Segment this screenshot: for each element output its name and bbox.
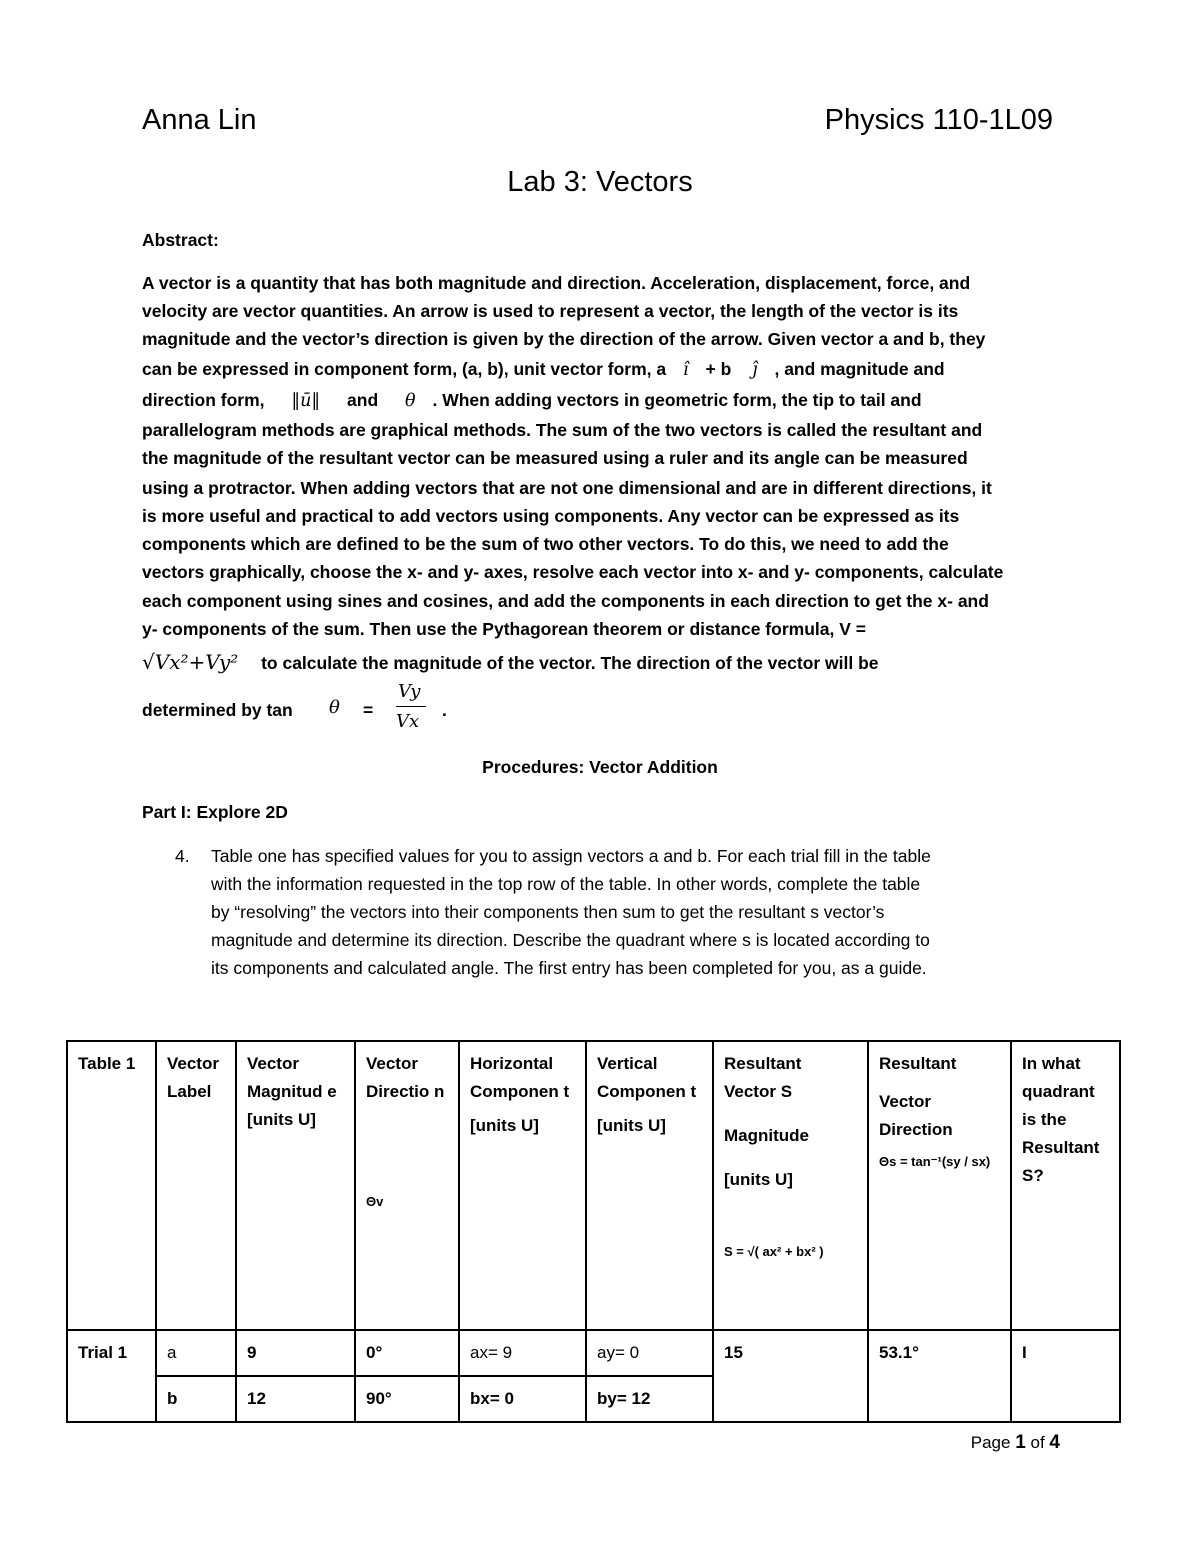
header-cell: In what quadrant is the Resultant S? xyxy=(1011,1041,1120,1330)
abstract-text: determined by tan xyxy=(142,700,293,720)
abstract-text: can be expressed in component form, (a, b), unit vector form, a xyxy=(142,359,667,379)
page-footer xyxy=(971,1432,1060,1454)
abstract-line: is more useful and practical to add vectors using components. Any vector can be expressed as its xyxy=(142,506,960,526)
abstract-text: and xyxy=(347,390,379,410)
header-cell: Vector Magnitud e [units U] xyxy=(236,1041,355,1330)
header-text: Vector Directio n xyxy=(366,1054,445,1101)
table-cell: 53.1° xyxy=(868,1330,1011,1422)
item-line: with the information requested in the top row of the table. In other words, complete the table xyxy=(211,874,921,894)
tan-numerator: Vy xyxy=(398,681,421,702)
header-text: Magnitude xyxy=(724,1126,809,1145)
item-line: its components and calculated angle. The first entry has been completed for you, as a guide. xyxy=(211,958,927,978)
header-text: Resultant xyxy=(879,1054,957,1073)
table-cell: ay= 0 xyxy=(586,1330,713,1376)
direction-formula: Θs = tan⁻¹(sy / sx) xyxy=(879,1154,991,1169)
units-label: [units U] xyxy=(724,1170,793,1189)
abstract-line: magnitude and the vector’s direction is given by the direction of the arrow. Given vector a and b, they xyxy=(142,329,986,349)
abstract-heading: Abstract: xyxy=(142,230,219,250)
item-line: magnitude and determine its direction. Describe the quadrant where s is located according to xyxy=(211,930,930,950)
abstract-line: vectors graphically, choose the x- and y- axes, resolve each vector into x- and y- components, calculate xyxy=(142,562,1004,582)
header-text: Vertical Componen t xyxy=(597,1054,697,1101)
procedures-heading: Procedures: Vector Addition xyxy=(482,757,718,777)
table-cell: 15 xyxy=(713,1330,868,1422)
theta-symbol: θ xyxy=(329,697,340,718)
theta-symbol: θ xyxy=(405,391,416,411)
abstract-line xyxy=(142,359,945,380)
abstract-line: each component using sines and cosines, and add the components in each direction to get the x- and xyxy=(142,591,989,611)
abstract-line: velocity are vector quantities. An arrow is used to represent a vector, the length of the vector is its xyxy=(142,301,959,321)
item-line: by “resolving” the vectors into their components then sum to get the resultant s vector’s xyxy=(211,902,885,922)
fraction-bar xyxy=(396,706,426,707)
item-line: Table one has specified values for you to assign vectors a and b. For each trial fill in the table xyxy=(211,846,931,866)
unit-i-symbol: î xyxy=(683,360,689,380)
course-code: Physics 110-1L09 xyxy=(824,104,1053,136)
abstract-text: to calculate the magnitude of the vector. The direction of the vector will be xyxy=(261,653,879,673)
item-number: 4. xyxy=(175,846,190,866)
header-cell xyxy=(459,1041,586,1330)
table-cell: 9 xyxy=(236,1330,355,1376)
abstract-text: . When adding vectors in geometric form, the tip to tail and xyxy=(432,390,922,410)
header-text: Horizontal Componen t xyxy=(470,1054,570,1101)
abstract-line: the magnitude of the resultant vector can be measured using a ruler and its angle can be measured xyxy=(142,448,968,468)
author-name: Anna Lin xyxy=(142,104,257,136)
theta-v-label: Θv xyxy=(366,1194,384,1209)
magnitude-symbol: ‖ū‖ xyxy=(291,391,321,411)
units-label: [units U] xyxy=(597,1116,666,1135)
period: . xyxy=(442,700,447,720)
part-heading: Part I: Explore 2D xyxy=(142,802,288,822)
tan-denominator: Vx xyxy=(396,711,420,732)
trial-cell: Trial 1 xyxy=(67,1330,156,1422)
table-cell: 0° xyxy=(355,1330,459,1376)
header-cell xyxy=(355,1041,459,1330)
page-number: 1 xyxy=(1015,1432,1026,1453)
table-cell: 90° xyxy=(355,1376,459,1422)
page-total: 4 xyxy=(1049,1432,1060,1453)
header-cell xyxy=(586,1041,713,1330)
unit-j-symbol: ĵ xyxy=(752,360,758,380)
abstract-line: components which are defined to be the sum of two other vectors. To do this, we need to add the xyxy=(142,534,949,554)
header-text: Vector Direction xyxy=(879,1092,953,1139)
table-cell: 12 xyxy=(236,1376,355,1422)
magnitude-formula: S = √( ax² + bx² ) xyxy=(724,1244,824,1259)
abstract-line xyxy=(142,650,879,674)
page-label: Page xyxy=(970,1433,1011,1452)
table-cell: bx= 0 xyxy=(459,1376,586,1422)
of-label: of xyxy=(1030,1433,1045,1452)
header-cell xyxy=(868,1041,1011,1330)
table-cell: I xyxy=(1011,1330,1120,1422)
sqrt-formula: √Vx²+Vy² xyxy=(142,650,239,674)
page-title: Lab 3: Vectors xyxy=(507,166,693,198)
abstract-line: parallelogram methods are graphical methods. The sum of the two vectors is called the resultant and xyxy=(142,420,983,440)
abstract-line xyxy=(142,390,922,411)
equals-sign: = xyxy=(363,700,374,720)
table-cell: by= 12 xyxy=(586,1376,713,1422)
header-text: Resultant Vector S xyxy=(724,1054,802,1101)
abstract-line: using a protractor. When adding vectors that are not one dimensional and are in different directions, it xyxy=(142,478,992,498)
abstract-line: A vector is a quantity that has both magnitude and direction. Acceleration, displacement, force, and xyxy=(142,273,971,293)
abstract-text: + b xyxy=(705,359,732,379)
table-header-row xyxy=(67,1041,1120,1330)
header-cell: Vector Label xyxy=(156,1041,236,1330)
abstract-line xyxy=(142,700,293,721)
table-cell: a xyxy=(156,1330,236,1376)
header-cell: Table 1 xyxy=(67,1041,156,1330)
abstract-line: y- components of the sum. Then use the Pythagorean theorem or distance formula, V = xyxy=(142,619,866,639)
table-cell: ax= 9 xyxy=(459,1330,586,1376)
table-cell: b xyxy=(156,1376,236,1422)
header-cell xyxy=(713,1041,868,1330)
abstract-text: direction form, xyxy=(142,390,265,410)
abstract-text: , and magnitude and xyxy=(774,359,945,379)
units-label: [units U] xyxy=(470,1116,539,1135)
table-row xyxy=(67,1330,1120,1376)
vector-table xyxy=(66,1040,1121,1423)
